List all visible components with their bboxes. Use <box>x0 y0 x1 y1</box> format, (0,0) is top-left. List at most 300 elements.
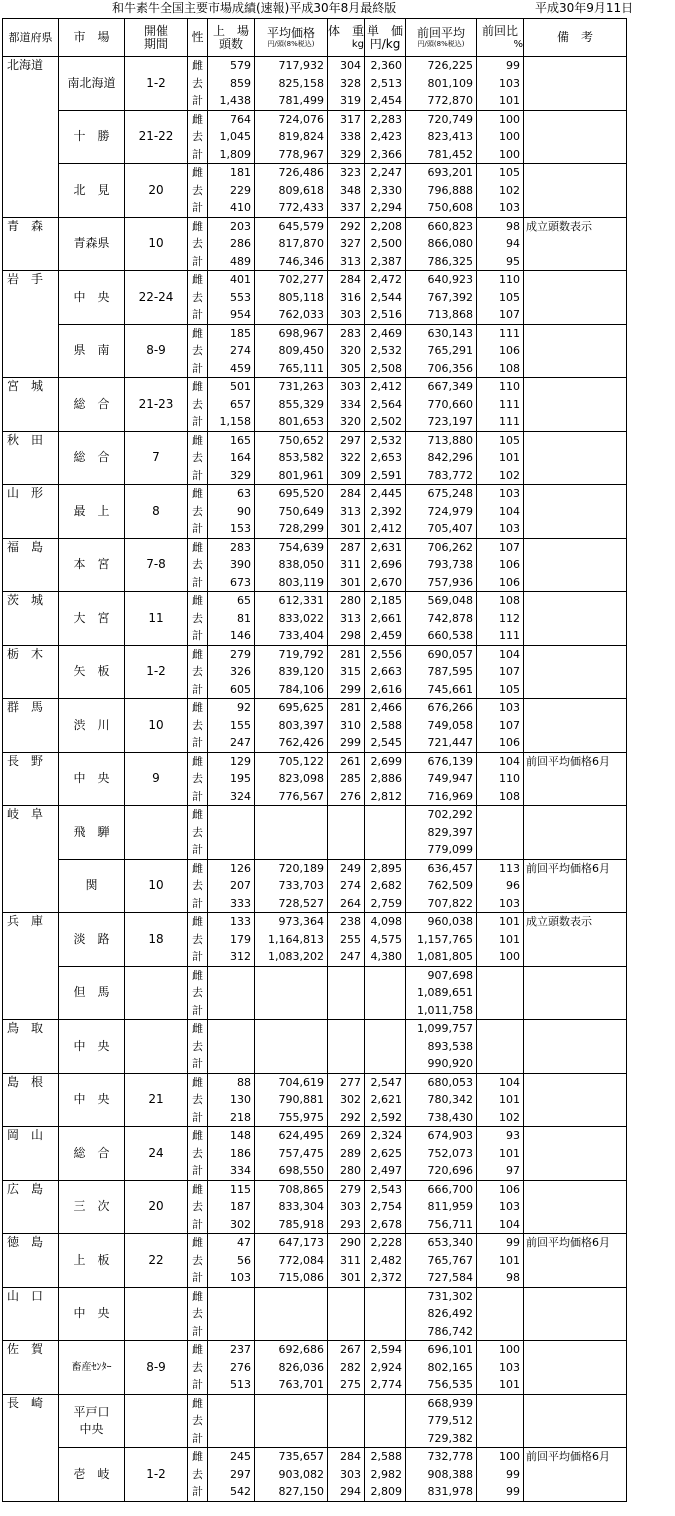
unit-price-value: 2,663 <box>370 665 403 678</box>
avg-price-value: 695,625 <box>278 701 324 714</box>
prev-avg-price-cell <box>406 859 477 913</box>
avg-price-value: 733,703 <box>278 879 324 892</box>
head-count-value: 90 <box>237 504 251 518</box>
unit-price-value: 2,423 <box>370 130 403 143</box>
note-cell <box>524 1073 627 1127</box>
weight-value: 319 <box>340 94 362 107</box>
head-count-value: 115 <box>230 1182 251 1196</box>
prev-avg-price-cell <box>406 538 477 592</box>
note-cell <box>524 806 627 860</box>
avg-price-cell <box>255 1073 328 1127</box>
market-name-cell: 総 合 <box>59 431 125 485</box>
head-count-value: 88 <box>237 1075 251 1089</box>
head-count-value: 47 <box>237 1236 251 1249</box>
prev-ratio-value: 103 <box>499 487 521 500</box>
prev-ratio-value: 95 <box>506 254 521 268</box>
avg-price-value <box>255 824 324 842</box>
unit-price-value: 2,324 <box>370 1129 403 1142</box>
sex-cell <box>188 324 208 378</box>
unit-price-value: 2,459 <box>370 629 403 642</box>
unit-price-cell <box>365 1448 406 1502</box>
sex-label: 去 <box>192 130 203 143</box>
weight-value: 277 <box>340 1075 362 1089</box>
header-note: 備 考 <box>524 19 627 57</box>
head-count-value <box>208 967 251 985</box>
note-cell <box>524 1341 627 1395</box>
head-count-value: 237 <box>230 1343 251 1356</box>
head-count-cell <box>208 699 255 753</box>
prefecture-cell: 岐 阜 <box>3 806 59 913</box>
weight-value: 279 <box>340 1182 362 1196</box>
market-name-cell: 飛 騨 <box>59 806 125 860</box>
avg-price-value: 695,520 <box>278 487 324 500</box>
sex-label: 雌 <box>192 861 203 875</box>
sex-label: 計 <box>192 201 203 214</box>
unit-price-value: 2,588 <box>370 1450 403 1463</box>
note-cell <box>524 592 627 646</box>
header-period <box>125 19 188 57</box>
unit-price-cell <box>365 1341 406 1395</box>
head-count-value: 65 <box>237 594 251 607</box>
avg-price-cell <box>255 1394 328 1448</box>
avg-price-value: 826,036 <box>278 1360 324 1374</box>
table-row <box>3 57 627 111</box>
period-cell: 11 <box>125 592 188 646</box>
prev-ratio-value: 106 <box>499 344 521 357</box>
period-cell: 8-9 <box>125 1341 188 1395</box>
sex-label: 去 <box>192 183 203 197</box>
unit-price-value: 2,372 <box>370 1271 403 1284</box>
unit-price-cell <box>365 1020 406 1074</box>
avg-price-value: 647,173 <box>278 1236 324 1249</box>
prev-ratio-value: 102 <box>499 468 521 482</box>
note-cell <box>524 324 627 378</box>
weight-value: 303 <box>340 308 362 321</box>
unit-price-value: 2,774 <box>370 1378 403 1391</box>
avg-price-cell <box>255 1180 328 1234</box>
period-cell: 22 <box>125 1234 188 1288</box>
weight-value: 303 <box>340 380 362 393</box>
weight-value: 281 <box>340 701 362 714</box>
avg-price-value: 754,639 <box>278 540 324 554</box>
avg-price-value: 827,150 <box>278 1485 324 1498</box>
prev-ratio-cell <box>477 1234 524 1288</box>
avg-price-cell <box>255 592 328 646</box>
weight-value: 311 <box>340 558 362 571</box>
prev-ratio-value: 98 <box>506 219 521 233</box>
prev-ratio-value: 99 <box>506 1236 521 1249</box>
market-name-cell: 総 合 <box>59 378 125 432</box>
unit-price-cell <box>365 1394 406 1448</box>
prev-avg-price-cell <box>406 378 477 432</box>
sex-label: 雌 <box>192 754 203 768</box>
note-cell: 前回平均価格6月 <box>524 1448 627 1502</box>
report-header <box>0 0 675 17</box>
prev-avg-price-value: 757,936 <box>427 575 474 589</box>
weight-value: 238 <box>340 915 362 928</box>
sex-label: 計 <box>192 736 203 749</box>
header-head <box>208 19 255 57</box>
prev-ratio-cell <box>477 645 524 699</box>
avg-price-value <box>255 841 324 859</box>
period-cell: 1-2 <box>125 645 188 699</box>
prev-avg-price-value: 706,356 <box>427 361 474 375</box>
sex-label: 計 <box>192 575 203 589</box>
head-count-cell <box>208 1127 255 1181</box>
head-count-value: 329 <box>230 468 251 482</box>
sex-label: 雌 <box>192 1343 203 1356</box>
prev-avg-price-value: 990,920 <box>427 1057 474 1070</box>
weight-cell <box>328 1448 365 1502</box>
prev-ratio-cell <box>477 913 524 967</box>
unit-price-value: 2,513 <box>370 76 403 90</box>
prev-avg-price-value: 675,248 <box>427 487 474 500</box>
period-cell <box>125 806 188 860</box>
weight-cell <box>328 57 365 111</box>
market-name-cell: 上 板 <box>59 1234 125 1288</box>
prefecture-cell: 長 野 <box>3 752 59 806</box>
sex-label: 雌 <box>192 1129 203 1142</box>
market-name-cell: 三 次 <box>59 1180 125 1234</box>
prev-ratio-value <box>477 1323 520 1341</box>
head-count-cell <box>208 1394 255 1448</box>
table-row <box>3 431 627 485</box>
weight-value <box>328 1323 361 1341</box>
prefecture-cell: 山 口 <box>3 1287 59 1341</box>
unit-price-value <box>365 1038 402 1056</box>
prev-avg-price-value: 866,080 <box>427 237 474 250</box>
head-count-value: 1,809 <box>219 147 251 161</box>
sex-label: 雌 <box>192 1182 203 1196</box>
header-avg-label: 平均価格 <box>266 25 315 40</box>
head-count-value: 579 <box>230 59 251 72</box>
period-cell: 9 <box>125 752 188 806</box>
sex-label: 雌 <box>192 1022 203 1035</box>
head-count-cell <box>208 538 255 592</box>
weight-cell <box>328 699 365 753</box>
sex-label: 去 <box>192 237 203 250</box>
prev-avg-price-value: 752,073 <box>427 1146 474 1160</box>
unit-price-value: 2,631 <box>370 540 403 554</box>
avg-price-value: 762,426 <box>278 736 324 749</box>
weight-value: 301 <box>340 1271 362 1284</box>
prev-ratio-value: 100 <box>499 147 521 161</box>
avg-price-value: 838,050 <box>278 558 324 571</box>
prev-ratio-value: 101 <box>499 1253 521 1267</box>
avg-price-cell <box>255 217 328 271</box>
prev-avg-price-value: 786,325 <box>427 254 474 268</box>
sex-label: 計 <box>192 950 203 963</box>
unit-price-value <box>365 967 402 985</box>
avg-price-value <box>255 1020 324 1038</box>
avg-price-value: 724,076 <box>278 112 324 126</box>
head-count-value <box>208 1288 251 1306</box>
head-count-value: 390 <box>230 558 251 571</box>
prev-avg-price-value: 793,738 <box>427 558 474 571</box>
head-count-cell <box>208 57 255 111</box>
prev-avg-price-cell <box>406 324 477 378</box>
prev-avg-price-cell <box>406 752 477 806</box>
unit-price-value: 2,472 <box>370 273 403 286</box>
prev-ratio-value: 99 <box>506 59 521 72</box>
avg-price-value <box>255 967 324 985</box>
avg-price-value: 839,120 <box>278 665 324 678</box>
weight-value: 249 <box>340 861 362 875</box>
avg-price-value <box>255 1305 324 1323</box>
weight-value: 297 <box>340 433 362 447</box>
head-count-value: 63 <box>237 487 251 500</box>
header-pref: 都道府県 <box>3 19 59 57</box>
prefecture-cell: 秋 田 <box>3 431 59 485</box>
unit-price-value: 2,247 <box>370 166 403 179</box>
weight-value: 283 <box>340 326 362 340</box>
avg-price-cell <box>255 1341 328 1395</box>
sex-label: 計 <box>192 94 203 107</box>
prev-ratio-value <box>477 806 520 824</box>
period-cell: 18 <box>125 913 188 967</box>
header-sex: 性 <box>188 19 208 57</box>
avg-price-value <box>255 1038 324 1056</box>
weight-value: 284 <box>340 487 362 500</box>
weight-cell <box>328 1020 365 1074</box>
prev-ratio-value: 94 <box>506 237 521 250</box>
head-count-value: 297 <box>230 1467 251 1481</box>
unit-price-value: 2,392 <box>370 504 403 518</box>
head-count-value: 302 <box>230 1217 251 1231</box>
table-row <box>3 859 627 913</box>
head-count-value: 146 <box>230 629 251 642</box>
sex-label: 計 <box>192 843 203 856</box>
table-row <box>3 1127 627 1181</box>
weight-value: 282 <box>340 1360 362 1374</box>
avg-price-value: 801,653 <box>278 415 324 428</box>
prev-ratio-value: 103 <box>499 1200 521 1213</box>
prev-avg-price-value: 676,139 <box>427 754 474 768</box>
weight-value: 328 <box>340 76 362 90</box>
unit-price-cell <box>365 592 406 646</box>
sex-label: 去 <box>192 1146 203 1160</box>
sex-label: 計 <box>192 1057 203 1070</box>
sex-label: 雌 <box>192 915 203 928</box>
prev-ratio-value: 93 <box>506 1129 521 1142</box>
prefecture-cell: 群 馬 <box>3 699 59 753</box>
weight-value: 338 <box>340 130 362 143</box>
prev-avg-price-value: 720,696 <box>427 1164 474 1177</box>
weight-value: 284 <box>340 273 362 286</box>
unit-price-value <box>365 1412 402 1430</box>
head-count-value: 401 <box>230 273 251 286</box>
sex-label: 去 <box>192 1360 203 1374</box>
prev-ratio-cell <box>477 378 524 432</box>
head-count-value: 283 <box>230 540 251 554</box>
unit-price-value: 2,366 <box>370 147 403 161</box>
head-count-value <box>208 1020 251 1038</box>
header-head-line2: 頭数 <box>218 36 243 51</box>
unit-price-value: 2,387 <box>370 254 403 268</box>
table-row <box>3 110 627 164</box>
header-unit-price-label: 単 価 <box>367 23 404 38</box>
market-name-cell: 総 合 <box>59 1127 125 1181</box>
avg-price-cell <box>255 1287 328 1341</box>
prefecture-cell: 青 森 <box>3 217 59 271</box>
unit-price-value: 2,886 <box>370 772 403 785</box>
weight-value: 322 <box>340 451 362 464</box>
avg-price-value <box>255 1412 324 1430</box>
unit-price-value: 2,545 <box>370 736 403 749</box>
weight-value: 292 <box>340 219 362 233</box>
note-cell <box>524 1020 627 1074</box>
prev-ratio-value: 100 <box>499 1343 521 1356</box>
prev-ratio-value: 104 <box>499 1217 521 1231</box>
prev-ratio-value: 105 <box>499 682 521 696</box>
prev-avg-price-value: 801,109 <box>427 76 474 90</box>
avg-price-value: 746,346 <box>278 254 324 268</box>
avg-price-value: 692,686 <box>278 1343 324 1356</box>
sex-label: 去 <box>192 344 203 357</box>
head-count-value: 247 <box>230 736 251 749</box>
head-count-cell <box>208 1234 255 1288</box>
head-count-value <box>208 1412 251 1430</box>
unit-price-value: 2,360 <box>370 59 403 72</box>
head-count-value <box>208 1395 251 1413</box>
sex-label: 計 <box>192 415 203 428</box>
prev-ratio-value: 101 <box>499 1146 521 1160</box>
head-count-value: 1,045 <box>219 130 251 143</box>
prev-ratio-cell <box>477 1127 524 1181</box>
weight-value: 287 <box>340 540 362 554</box>
prev-avg-price-value: 802,165 <box>427 1360 474 1374</box>
avg-price-cell <box>255 1448 328 1502</box>
sex-cell <box>188 271 208 325</box>
prefecture-cell: 宮 城 <box>3 378 59 432</box>
prev-ratio-cell <box>477 217 524 271</box>
period-cell: 21 <box>125 1073 188 1127</box>
avg-price-value: 1,164,813 <box>268 932 324 946</box>
prefecture-cell: 山 形 <box>3 485 59 539</box>
weight-value: 302 <box>340 1093 362 1106</box>
prev-avg-price-cell <box>406 592 477 646</box>
head-count-value: 81 <box>237 611 251 625</box>
sex-cell <box>188 1287 208 1341</box>
prev-ratio-value: 111 <box>499 397 521 411</box>
avg-price-cell <box>255 806 328 860</box>
avg-price-value: 705,122 <box>278 754 324 768</box>
unit-price-cell <box>365 538 406 592</box>
head-count-value: 186 <box>230 1146 251 1160</box>
period-cell <box>125 1020 188 1074</box>
prev-ratio-value: 100 <box>499 130 521 143</box>
prev-avg-price-value: 690,057 <box>427 647 474 661</box>
period-cell <box>125 1394 188 1448</box>
weight-value <box>328 1055 361 1073</box>
note-cell <box>524 538 627 592</box>
weight-value: 313 <box>340 611 362 625</box>
unit-price-cell <box>365 1287 406 1341</box>
unit-price-cell <box>365 431 406 485</box>
weight-value: 304 <box>340 59 362 72</box>
avg-price-value <box>255 1323 324 1341</box>
note-cell <box>524 699 627 753</box>
avg-price-value: 715,086 <box>278 1271 324 1284</box>
prev-ratio-value <box>477 984 520 1002</box>
sex-label: 雌 <box>192 701 203 714</box>
head-count-value: 542 <box>230 1485 251 1498</box>
header-unit-price-unit: 円/kg <box>369 36 401 51</box>
prev-ratio-cell <box>477 324 524 378</box>
weight-cell <box>328 752 365 806</box>
weight-cell <box>328 913 365 967</box>
head-count-value: 1,438 <box>219 94 251 107</box>
period-cell: 24 <box>125 1127 188 1181</box>
prev-ratio-cell <box>477 699 524 753</box>
unit-price-value: 2,283 <box>370 112 403 126</box>
weight-value: 334 <box>340 397 362 411</box>
avg-price-value: 731,263 <box>278 380 324 393</box>
avg-price-value: 801,961 <box>278 468 324 482</box>
weight-value: 255 <box>340 932 362 946</box>
prev-ratio-value: 107 <box>499 665 521 678</box>
prev-avg-price-value: 707,822 <box>427 896 474 910</box>
head-count-value: 129 <box>230 754 251 768</box>
weight-value: 313 <box>340 254 362 268</box>
header-weight-unit: kg <box>351 38 365 50</box>
sex-label: 去 <box>192 825 203 839</box>
table-row <box>3 1234 627 1288</box>
period-cell <box>125 966 188 1020</box>
note-cell <box>524 1394 627 1448</box>
period-cell: 10 <box>125 859 188 913</box>
head-count-value: 56 <box>237 1253 251 1267</box>
sex-label: 計 <box>192 1164 203 1177</box>
unit-price-value <box>365 806 402 824</box>
head-count-cell <box>208 913 255 967</box>
prev-ratio-value <box>477 1020 520 1038</box>
weight-value: 264 <box>340 896 362 910</box>
prev-ratio-value: 112 <box>499 611 521 625</box>
weight-cell <box>328 538 365 592</box>
market-results-table <box>2 18 627 1502</box>
weight-value <box>328 984 361 1002</box>
market-name-cell: 中 央 <box>59 271 125 325</box>
avg-price-value: 776,567 <box>278 789 324 803</box>
weight-value <box>328 841 361 859</box>
sex-cell <box>188 913 208 967</box>
avg-price-value: 763,701 <box>278 1378 324 1391</box>
prev-avg-price-value: 705,407 <box>427 522 474 535</box>
prev-avg-price-value: 713,880 <box>427 433 474 447</box>
head-count-value: 657 <box>230 397 251 411</box>
avg-price-value: 726,486 <box>278 166 324 179</box>
market-name-cell: 大 宮 <box>59 592 125 646</box>
weight-value: 280 <box>340 594 362 607</box>
note-cell <box>524 1180 627 1234</box>
prev-ratio-value: 104 <box>499 754 521 768</box>
avg-price-value: 833,022 <box>278 611 324 625</box>
prev-avg-price-cell <box>406 1127 477 1181</box>
prev-avg-price-value: 787,595 <box>427 665 474 678</box>
head-count-value: 207 <box>230 879 251 892</box>
avg-price-cell <box>255 913 328 967</box>
sex-label: 計 <box>192 308 203 321</box>
prefecture-cell: 兵 庫 <box>3 913 59 1020</box>
prev-avg-price-value: 724,979 <box>427 504 474 518</box>
prev-ratio-cell <box>477 271 524 325</box>
table-row <box>3 1394 627 1448</box>
prefecture-cell: 徳 島 <box>3 1234 59 1288</box>
prefecture-cell: 広 島 <box>3 1180 59 1234</box>
head-count-value: 605 <box>230 682 251 696</box>
prev-avg-price-value: 640,923 <box>427 273 474 286</box>
